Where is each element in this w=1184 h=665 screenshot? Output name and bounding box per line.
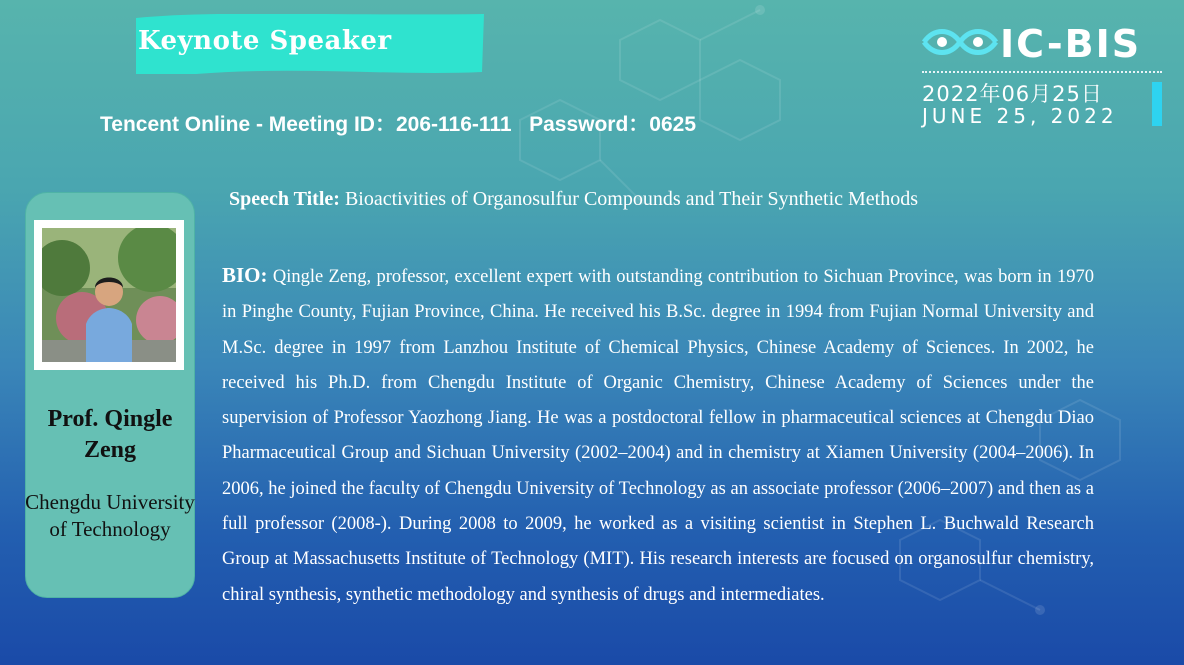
speech-title-block [229,186,949,213]
logo-date-chinese: 2022年06月25日 [922,82,1103,106]
bio-block [222,258,1094,613]
bio-label: BIO: [222,263,268,287]
logo-name: IC-BIS [1000,22,1142,66]
speaker-name: Prof. Qingle Zeng [47,406,173,463]
logo-accent-bar [1152,82,1162,126]
meeting-info: Tencent Online - Meeting ID：206-116-111 Password：0625 [100,113,697,136]
speech-title: Bioactivities of Organosulfur Compounds and Their Synthetic Methods [344,188,919,210]
bio-text: Qingle Zeng, professor, excellent expert with outstanding contribution to Sichuan Province, was born in 1970 in Pinghe County, Fujian Province, China. He received his B.Sc. degree in 1994 from Fujian Normal University and M.Sc. degree in 1997 from Lanzhou Institute of Chemical Physics, Chinese Academy of Sciences. In 2002, he received his Ph.D. from Chengdu Institute of Organic Chemistry, Chinese Academy of Sciences under the supervision of Professor Yaozhong Jiang. He was a postdoctoral fellow in pharmaceutical sciences at Chengdu Diao Pharmaceutical Group and Sichuan University (2002–2004) and in chemistry at Xiamen University (2004–2006). In 2006, he joined the faculty of Chengdu University of Technology as an associate professor (2006–2007) and then as a full professor (2008-). During 2008 to 2009, he worked as a visiting scientist in Stephen L. Buchwald Research Group at Massachusetts Institute of Technology (MIT). His research interests are focused on organosulfur chemistry, chiral synthesis, synthetic methodology and synthesis of drugs and intermediates. [222,267,1094,605]
logo-date-english: JUNE 25, 2022 [922,104,1118,128]
keynote-speaker-label: Keynote Speaker [138,26,392,56]
speech-title-label: Speech Title: [229,188,340,210]
speaker-photo [42,228,176,362]
speaker-photo-illustration [42,228,176,362]
logo-divider [922,71,1162,73]
speaker-affiliation: Chengdu University of Technology [25,490,195,541]
